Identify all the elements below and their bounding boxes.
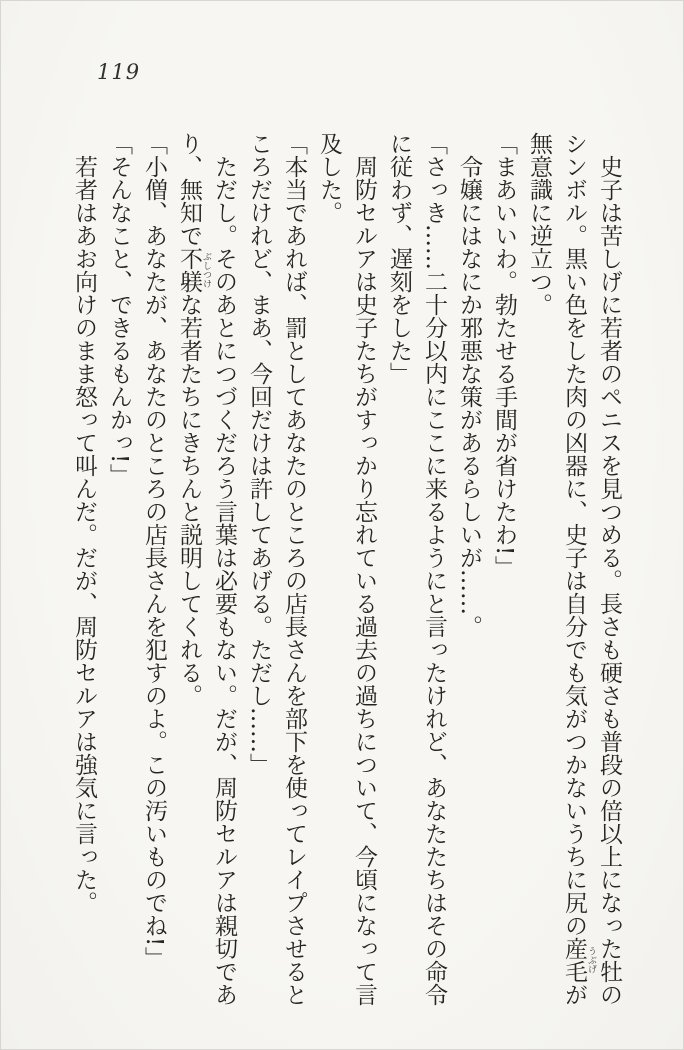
paragraph-dialogue-4: 「小僧、あなたが、あなたのところの店長さんを犯すのよ。この汚いものでね!」 bbox=[141, 132, 167, 970]
ruby-base: 産毛 bbox=[561, 937, 587, 983]
ruby-bushitsuke bbox=[176, 247, 211, 293]
paragraph-dialogue-3: 「本当であれば、罰としてあなたのところの店長さんを部下を使ってレイプさせるところだけれど、まあ、今回だけは許してあげる。ただし……」 bbox=[246, 132, 307, 1006]
body-text bbox=[66, 132, 626, 1016]
paragraph-narration-5: 若者はあお向けのまま怒って叫んだ。だが、周防セルアは強気に言った。 bbox=[71, 155, 97, 914]
page-number: 119 bbox=[97, 60, 141, 84]
furigana-text: うぶげ bbox=[586, 937, 596, 983]
paragraph-dialogue-1: 「まあいいわ。勃たせる手間が省けたわ!」 bbox=[491, 132, 517, 579]
furigana-text: ぶしつけ bbox=[201, 247, 211, 293]
ruby-base: 不躾 bbox=[176, 247, 202, 293]
paragraph-narration-2: 令嬢にはなにか邪悪な策があるらしいが……。 bbox=[456, 155, 482, 638]
ruby-ubuge bbox=[561, 937, 596, 983]
paragraph-narration-1 bbox=[521, 132, 626, 1016]
paragraph-narration-4 bbox=[171, 132, 241, 1016]
paragraph-dialogue-2: 「さっき……二十分以内にここに来るようにと言ったけれど、あなたたちはその命令に従わず、遅刻をした」 bbox=[386, 132, 447, 1006]
paragraph-narration-3: 周防セルアは史子たちがすっかり忘れている過去の過ちについて、今頃になって言及した。 bbox=[316, 132, 377, 1006]
paragraph-dialogue-5: 「そんなこと、できるもんかっ!」 bbox=[106, 132, 132, 487]
narration-text: な若者たちにきちんと説明してくれる。 bbox=[176, 293, 202, 707]
narration-text: が無意識に逆立つ。 bbox=[526, 132, 587, 1006]
narration-text: 史子は苦しげに若者のペニスを見つめる。長さも硬さも普段の倍以上になった牡のシンボル。黒い色をした肉の凶器に、史子は自分でも気がつかないうちに尻の bbox=[561, 132, 622, 1006]
narration-text: ただし。そのあとにつづくだろう言葉は必要もない。だが、周防セルアは親切であり、無知で bbox=[176, 132, 237, 1006]
